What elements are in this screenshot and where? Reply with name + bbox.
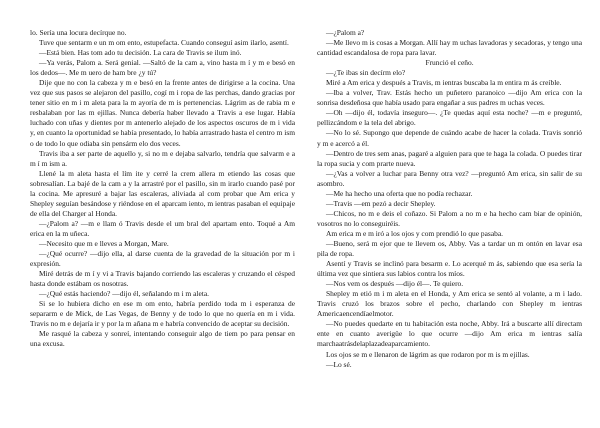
right-column-paragraph: —Iba a volver, Trav. Estás hecho un puñetero paranoico —dijo Am erica con la sonrisa desdeñosa que había usado para engañar a sus padres m uchas veces. [317, 88, 582, 108]
left-column-paragraph: Me rasqué la cabeza y sonreí, intentando conseguir algo de tiem po para pensar en una excusa. [30, 329, 295, 349]
left-column-paragraph: —Necesito que m e lleves a Morgan, Mare. [39, 238, 169, 248]
left-column-paragraph: —¿Qué estás haciendo? —dijo él, señalando m i m aleta. [39, 289, 209, 299]
left-column-paragraph: —Está bien. Has tom ado tu decisión. La cara de Travis se ilum inó. [39, 48, 242, 58]
right-column-paragraph: Asentí y Travis se inclinó para besarm e. Lo acerqué m ás, sabiendo que esa sería la última vez que sintiera sus labios contra los míos. [317, 259, 582, 279]
left-column-paragraph: Llené la m aleta hasta el lím ite y cerré la crem allera m etiendo las cosas que sobresalían. La bajé de la cam a y la arrastré por el pasillo, sin m irarlo cuando pasé por la cocina. Me apresuré a bajar las escaleras, aliviada al com probar que Am erica y Shepley seguían besándose y riéndose en el aparcam iento, m ientras pasaban el equipaje de ella del Charger al Honda. [30, 168, 295, 218]
right-column-paragraph: —Chicos, no m e deis el coñazo. Si Palom a no m e ha hecho cam biar de opinión, vosotros no lo conseguiréis. [317, 208, 582, 228]
left-column-paragraph: Tuve que sentarm e un m om ento, estupefacta. Cuando conseguí asim ilarlo, asentí. [39, 38, 289, 48]
right-column-paragraph: Am erica m e m iró a los ojos y com prendió lo que pasaba. [326, 228, 504, 238]
left-column-paragraph: —Ya verás, Palom a. Será genial. —Saltó de la cam a, vino hasta m í y m e besó en los dedos—. Me m uero de ham bre ¿y tú? [30, 58, 295, 78]
right-column-paragraph: —Nos vem os después —dijo él—. Te quiero. [326, 279, 464, 289]
right-column-paragraph: —Lo sé. [326, 359, 352, 369]
left-column-paragraph: Travis iba a ser parte de aquello y, si no m e dejaba salvarlo, tendría que salvarm e a m í m ism a. [30, 148, 295, 168]
right-column-paragraph: —¿Vas a volver a luchar para Benny otra vez? —preguntó Am erica, sin salir de su asombro. [317, 168, 582, 188]
left-column-paragraph: Dije que no con la cabeza y m e besó en la frente antes de dirigirse a la cocina. Una vez que sus pasos se alejaron del pasillo, cogí m i ropa de las perchas, dando gracias por tener sitio en m i m aleta para la m ayoría de m is pertenencias. Lágrim as de rabia m e resbalaban por las m ejillas. Nunca debería haber llevado a Travis a ese lugar. Había luchado con uñas y dientes por m antenerlo alejado de los aspectos oscuros de m i vida y, en cuanto la oportunidad se había presentado, lo había arrastrado hasta el centro m ism o de todo lo que odiaba sin pensárm elo dos veces. [30, 78, 295, 148]
right-column-paragraph: —Travis —em pezó a decir Shepley. [326, 198, 436, 208]
right-column-paragraph: —Oh —dijo él, todavía inseguro—. ¿Te quedas aquí esta noche? —m e preguntó, pellizcándom e la tela del abrigo. [317, 108, 582, 128]
right-column-paragraph: —¿Te ibas sin decírm elo? [326, 68, 406, 78]
right-column-paragraph: —Bueno, será m ejor que te llevem os, Abby. Vas a tardar un m ontón en lavar esa pila de ropa. [317, 238, 582, 259]
right-column-paragraph: —¿Palom a? [326, 28, 365, 37]
left-column-paragraph: Si se lo hubiera dicho en ese m om ento, habría perdido toda m i esperanza de separarm e de Mick, de Las Vegas, de Benny y de todo lo que no quería en m i vida. Travis no m e dejaría ir y por la m añana m e habría convencido de aceptar su decisión. [30, 299, 295, 329]
right-column-paragraph: —Me llevo m is cosas a Morgan. Allí hay m uchas lavadoras y secadoras, y tengo una cantidad escandalosa de ropa para lavar. [317, 38, 582, 58]
left-column-paragraph: Miré detrás de m í y vi a Travis bajando corriendo las escaleras y cruzando el césped hasta donde estábam os nosotras. [30, 269, 295, 289]
left-column-paragraph: lo. Sería una locura decírque no. [30, 28, 127, 37]
right-column-paragraph: Frunció el ceño. [425, 58, 474, 68]
right-column-paragraph: —Me ha hecho una oferta que no podía rechazar. [326, 188, 473, 198]
right-text-column [317, 28, 582, 422]
right-column-paragraph: Miré a Am erica y después a Travis, m ientras buscaba la m entira m ás creíble. [326, 78, 562, 88]
left-column-paragraph: —¿Qué ocurre? —dijo ella, al darse cuenta de la gravedad de la situación por m i expresión. [30, 249, 295, 269]
right-column-paragraph: Los ojos se m e llenaron de lágrim as que rodaron por m is m ejillas. [326, 349, 530, 359]
right-column-paragraph: —No puedes quedarte en tu habitación esta noche, Abby. Irá a buscarte allí directam ente en cuanto averigüe lo que ocurre —dijo Am erica m ientras salía marchaatrásdelaplazadeaparcamiento. [317, 319, 582, 349]
right-column-paragraph: Shepley m etió m i m aleta en el Honda, y Am erica se sentó al volante, a m i lado. Travis cruzó los brazos sobre el pecho, charlando con Shepley m ientras Americaencendíaelmotor. [317, 289, 582, 319]
right-column-paragraph: —Dentro de tres sem anas, pagaré a alguien para que te haga la colada. O puedes tirar la ropa sucia y com prarte nueva. [317, 148, 582, 168]
right-column-paragraph: —No lo sé. Supongo que depende de cuándo acabe de hacer la colada. Travis sonrió y m e acercó a él. [317, 128, 582, 148]
left-column-paragraph: —¿Palom a? —m e llam ó Travis desde el um bral del apartam ento. Toqué a Am erica en la m uñeca. [30, 218, 295, 238]
left-text-column [30, 28, 295, 422]
